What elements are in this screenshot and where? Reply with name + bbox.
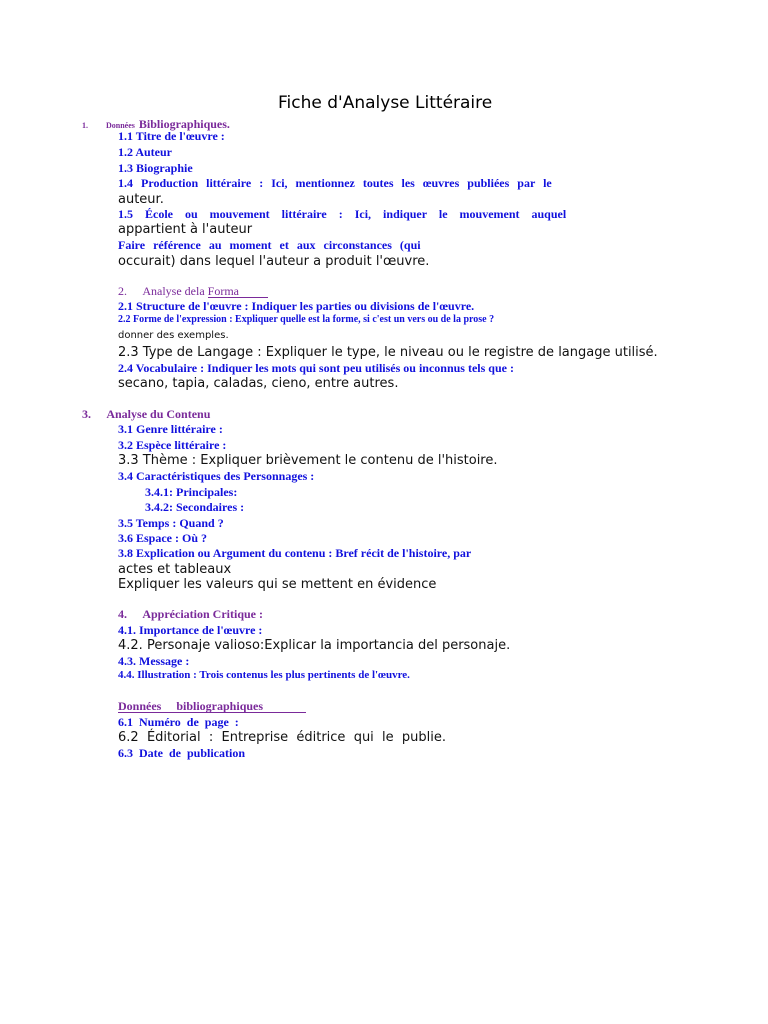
section-2-heading <box>118 285 268 298</box>
item-1-5-cont: appartient à l'auteur <box>118 222 253 237</box>
item-2-4-cont: secano, tapia, caladas, cieno, entre autres. <box>118 376 399 391</box>
item-1-5-reference: Faire référence au moment et aux circonstances (qui <box>118 238 421 252</box>
item-2-2-cont: donner des exemples. <box>118 330 229 341</box>
section-1-label: Bibliographiques. <box>138 117 230 131</box>
section-4-heading <box>118 608 263 620</box>
section-4-label: Appréciation Critique : <box>142 607 263 621</box>
item-4-1: 4.1. Importance de l'œuvre : <box>118 623 263 637</box>
section-3-number: 3. <box>82 407 91 421</box>
item-2-1: 2.1 Structure de l'œuvre : Indiquer les parties ou divisions de l'œuvre. <box>118 299 475 313</box>
section-3-label: Analyse du Contenu <box>106 407 211 421</box>
item-4-3: 4.3. Message : <box>118 654 190 668</box>
item-3-3: 3.3 Thème : Expliquer brièvement le contenu de l'histoire. <box>118 453 498 468</box>
section-6-heading: Données bibliographiques <box>118 700 306 713</box>
item-2-3: 2.3 Type de Langage : Expliquer le type, le niveau ou le registre de langage utilisé. <box>118 345 658 360</box>
item-4-2: 4.2. Personaje valioso:Explicar la importancia del personaje. <box>118 638 511 653</box>
item-3-4-2: 3.4.2: Secondaires : <box>145 500 245 514</box>
item-3-5: 3.5 Temps : Quand ? <box>118 516 224 530</box>
section-1-number: 1. <box>82 121 88 130</box>
section-1-small-label: Données <box>106 121 135 130</box>
item-6-2: 6.2 Éditorial : Entreprise éditrice qui le publie. <box>118 730 447 745</box>
item-3-1: 3.1 Genre littéraire : <box>118 422 223 436</box>
item-1-4: 1.4 Production littéraire : Ici, mentionnez toutes les œuvres publiées par le <box>118 176 552 190</box>
item-4-4: 4.4. Illustration : Trois contenus les plus pertinents de l'œuvre. <box>118 669 410 681</box>
item-1-3: 1.3 Biographie <box>118 161 193 175</box>
item-1-2: 1.2 Auteur <box>118 145 172 159</box>
item-2-4: 2.4 Vocabulaire : Indiquer les mots qui sont peu utilisés ou inconnus tels que : <box>118 361 514 375</box>
section-3-heading <box>82 408 210 420</box>
section-4-number: 4. <box>118 607 127 621</box>
item-3-8-values: Expliquer les valeurs qui se mettent en évidence <box>118 577 437 592</box>
item-6-1: 6.1 Numéro de page : <box>118 715 239 729</box>
page-title: Fiche d'Analyse Littéraire <box>278 93 493 113</box>
item-3-6: 3.6 Espace : Où ? <box>118 531 208 545</box>
item-1-4-cont: auteur. <box>118 192 164 207</box>
section-2-label: Analyse dela <box>142 284 205 298</box>
item-3-4: 3.4 Caractéristiques des Personnages : <box>118 469 315 483</box>
item-1-1: 1.1 Titre de l'œuvre : <box>118 129 225 143</box>
section-2-number: 2. <box>118 284 127 298</box>
item-3-8-cont: actes et tableaux <box>118 562 232 577</box>
item-1-5: 1.5 École ou mouvement littéraire : Ici, indiquer le mouvement auquel <box>118 207 567 221</box>
item-3-8: 3.8 Explication ou Argument du contenu : Bref récit de l'histoire, par <box>118 546 472 560</box>
section-2-label-link: Forma <box>208 285 268 298</box>
item-6-3: 6.3 Date de publication <box>118 746 246 760</box>
item-3-2: 3.2 Espèce littéraire : <box>118 438 227 452</box>
item-1-5-reference-cont: occurait) dans lequel l'auteur a produit l'œuvre. <box>118 254 430 269</box>
item-2-2: 2.2 Forme de l'expression : Expliquer quelle est la forme, si c'est un vers ou de la prose ? <box>118 314 495 325</box>
item-3-4-1: 3.4.1: Principales: <box>145 485 238 499</box>
